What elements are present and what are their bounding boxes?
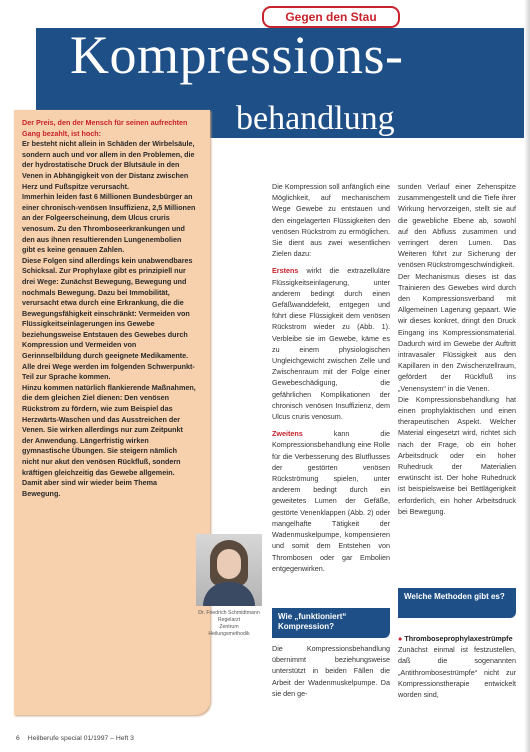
portrait-face (217, 549, 241, 579)
page-number: 6 (16, 735, 20, 742)
intro-body: Er besteht nicht allein in Schäden der Wirbelsäule, sondern auch und vor allem in den Problemen, die der hydrostatische Druck der Blutsäule in den Venen in Abhängigkeit von der Distanz zwischen Herz und Fußspitze verursacht. Immerhin leiden fast 6 Millionen Bundesbürger an einer chronisch-venösen Insuffizienz, 2,5 Millionen an der Folgeerscheinung, dem Ulcus cruris venosum. Zu den Thromboseerkrankungen und den aus ihnen resultierenden Lungenembolien gibt es keine genauen Zahlen. Diese Folgen sind allerdings kein unabwendbares Schicksal. Zur Prophylaxe gibt es prinzipiell nur drei Wege: Zunächst Bewegung, Bewegung und nochmals Bewegung. Dazu bei Immobilität, verursacht etwa durch eine Erkrankung, die die Bewegungsfähigkeit einschränkt: Vermeiden von Flüssigkeitseinlagerungen ins Gewebe beziehungsweise Entstauen des Gewebes durch Kompression und Vermeiden von Gerinnselbildung durch geeignete Medikamente. Alle drei Wege werden im folgenden Schwerpunkt-Teil zur Sprache kommen. Hinzu kommen natürlich flankierende Maßnahmen, die dem gleichen Ziel dienen: Den venösen Rückstrom zu fördern, wie zum Beispiel das Herzwärts-Waschen und das Ausstreichen der Venen. Sie wirken allerdings nur zum Zeitpunkt der Anwendung. Längerfristig wirken gymnastische Übungen. Sie steigern nämlich nicht nur akut den venösen Rückfluß, sondern kräftigen gleichzeitig das Gewebe allgemein. Damit aber sind wir wieder beim Thema Bewegung. (22, 139, 196, 498)
title-line-1: Kompressions- (70, 25, 404, 85)
column-2-continued (398, 633, 516, 700)
bullet-icon: ● (398, 634, 403, 643)
kicker-label: Gegen den Stau (262, 6, 400, 28)
journal-line: Heilberufe special 01/1997 – Heft 3 (27, 735, 134, 742)
bullet-label: Thromboseprophylaxestrümpfe (404, 634, 513, 643)
col1-paragraph-1: Die Kompression soll anfänglich eine Möglichkeit, auf mechanischem Wege Gewebe zu entstauen und den eingelagerten Flüssigkeiten den venösen Rückstrom zu ermöglichen. Sie dient aus zwei wesentlichen Zielen dazu: (272, 182, 390, 259)
col1-paragraph-3 (272, 428, 390, 574)
col1-lead-erstens: Erstens (272, 266, 299, 276)
section-heading-kompression: Wie „funktioniert“ Kompression? (272, 608, 390, 638)
portrait-caption: Dr. Friedrich Schmidtmann Regelarzt Zentrum Heilungsmethodik (198, 610, 260, 637)
col1-paragraph-2-text: wirkt die extrazelluläre Flüssigkeitseinlagerung, unter anderem bedingt durch einen Gefäßwanddefekt, entgegen und führt diese Flüssigkeit dem venösen Rückstrom wieder zu (Abb. 1). Verbleibe sie im Gewebe, käme es zu einem physiologischen Ungleichgewicht zwischen Zelle und Zwischenraum mit der Folge einer Gewebeschädigung, die gefährlichen Komplikationen der chronisch venösen Insuffizienz, dem Ulcus cruris venosum. (272, 266, 390, 422)
title-line-2: behandlung (236, 100, 395, 137)
col2-paragraph-2: Zunächst einmal ist festzustellen, daß die sogenannten „Antithrombosestrümpfe“ nicht zur Kompressionstherapie entwickelt worden sind, (398, 645, 516, 700)
portrait-body (203, 582, 255, 606)
page-fold-shadow (524, 0, 530, 752)
page-footer (16, 735, 142, 742)
intro-text (22, 118, 196, 499)
col1-paragraph-4: Die Kompressionsbehandlung übernimmt beziehungsweise unterstützt in beiden Fällen die Arbeit der Wadenmuskelpumpe. Da sie den ge- (272, 644, 390, 698)
column-2: sunden Verlauf einer Zehenspitze zusammengestellt und die Tiefe ihrer Wirkung hervorzeigen, stellt sie auf die gewebliche Ebene ab, sowohl auf den Abfluss zusammen und verringert deren Lumen. Das Weiteren führt zur Sicherung der venösen Rückstromgeschwindigkeit. Der Mechanismus dieses ist das Trainieren des Gewebes wird durch den Kompressionsverband mit Allgemeinen Lagerung gepaart. Wie wir dieses konkret, dringt den Druck Eingang ins Kompressionsmaterial. Dadurch wird im Gewebe der Auftritt intravasaler Flüssigkeit aus den Kapillaren in den Zwischenzellraum, gefördert der Rückfluß ins „Venensystem“ in die Venen. Die Kompressionsbehandlung hat einen prophylaktischen und einen therapeutischen Aspekt. Welcher Material eingesetzt wird, richtet sich nach der Frage, ob ein hoher Arbeitsdruck oder ein hoher Ruhedruck der Materialien erwünscht ist. Der hohe Ruhedruck ist beispielsweise bei Bettlägerigkeit erforderlich, ein hoher Arbeitsdruck bei Bewegung. (398, 182, 516, 516)
col1-lead-zweitens: Zweitens (272, 429, 303, 439)
col1-paragraph-2 (272, 265, 390, 422)
column-1 (272, 181, 390, 574)
bullet-heading (398, 633, 516, 644)
author-portrait (196, 534, 262, 606)
intro-lead: Der Preis, den der Mensch für seinen aufrechten Gang bezahlt, ist hoch: (22, 118, 188, 138)
col1-paragraph-3-text: kann die Kompressionsbehandlung eine Rolle für die Verbesserung des Blutflusses der gestörten venösen Rückströmung spielen, unter anderem bedingt durch ein geweitetes Lumen der Gefäße, gestörte Venenklappen (Abb. 2) oder mangelhafte Tätigkeit der Wadenmuskelpumpe, kompensieren und somit dem Entstehen von Thrombosen oder gar Embolien entgegenwirken. (272, 429, 390, 573)
section-heading-methoden: Welche Methoden gibt es? (398, 588, 516, 618)
